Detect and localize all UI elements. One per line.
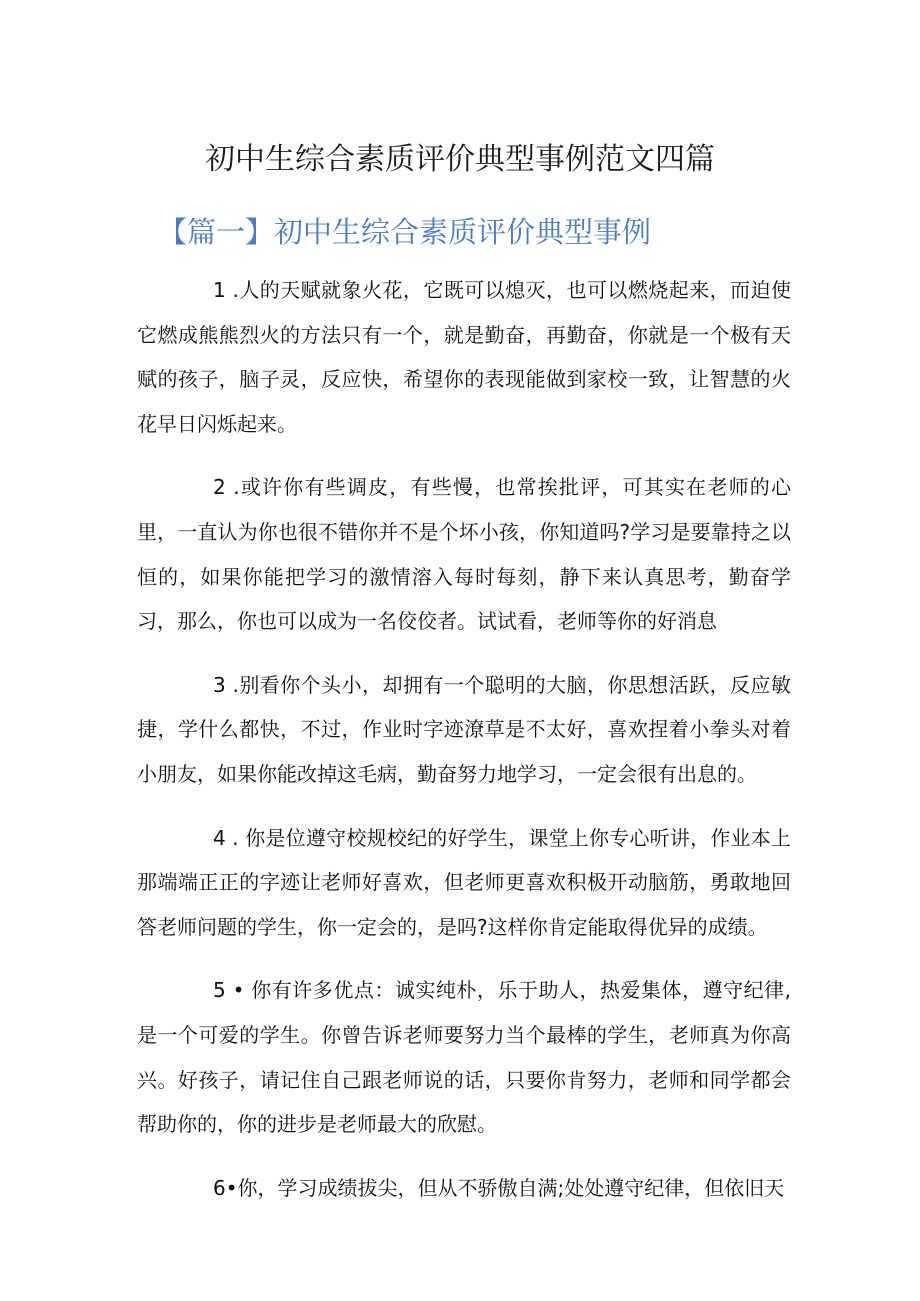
paragraph-1: 1 .人的天赋就象火花，它既可以熄灭，也可以燃烧起来，而迫使它燃成熊熊烈火的方法只有一个，就是勤奋，再勤奋，你就是一个极有天赋的孩子，脑子灵，反应快，希望你的表现能做到家校一致，让智慧的火花早日闪烁起来。 bbox=[137, 278, 791, 436]
paragraph-2: 2 .或许你有些调皮，有些慢，也常挨批评，可其实在老师的心里，一直认为你也很不错你并不是个坏小孩，你知道吗?学习是要靠持之以恒的，如果你能把学习的激情溶入每时每刻，静下来认真思考，勤奋学习，那么，你也可以成为一名佼佼者。试试看，老师等你的好消息 bbox=[137, 475, 791, 634]
document-title: 初中生综合素质评价典型事例范文四篇 bbox=[205, 142, 715, 177]
document-body bbox=[137, 268, 791, 1229]
paragraph-3: 3 .别看你个头小，却拥有一个聪明的大脑，你思想活跃，反应敏捷，学什么都快，不过，作业时字迹潦草是不太好，喜欢捏着小拳头对着小朋友，如果你能改掉这毛病，勤奋努力地学习，一定会很有出息的。 bbox=[137, 672, 791, 786]
paragraph-5: 5 • 你有许多优点：诚实纯朴，乐于助人，热爱集体，遵守纪律,是一个可爱的学生。你曾告诉老师要努力当个最棒的学生，老师真为你高兴。好孩子，请记住自己跟老师说的话，只要你肯努力，老师和同学都会帮助你的，你的进步是老师最大的欣慰。 bbox=[137, 978, 791, 1137]
paragraph-4: 4 . 你是位遵守校规校纪的好学生，课堂上你专心听讲，作业本上那端端正正的字迹让老师好喜欢，但老师更喜欢积极开动脑筋，勇敢地回答老师问题的学生，你一定会的，是吗?这样你肯定能取得优异的成绩。 bbox=[137, 825, 791, 939]
paragraph-6: 6•你，学习成绩拔尖，但从不骄傲自满;处处遵守纪律，但依旧天 bbox=[213, 1175, 785, 1200]
section-heading: 【篇一】初中生综合素质评价典型事例 bbox=[158, 215, 652, 249]
